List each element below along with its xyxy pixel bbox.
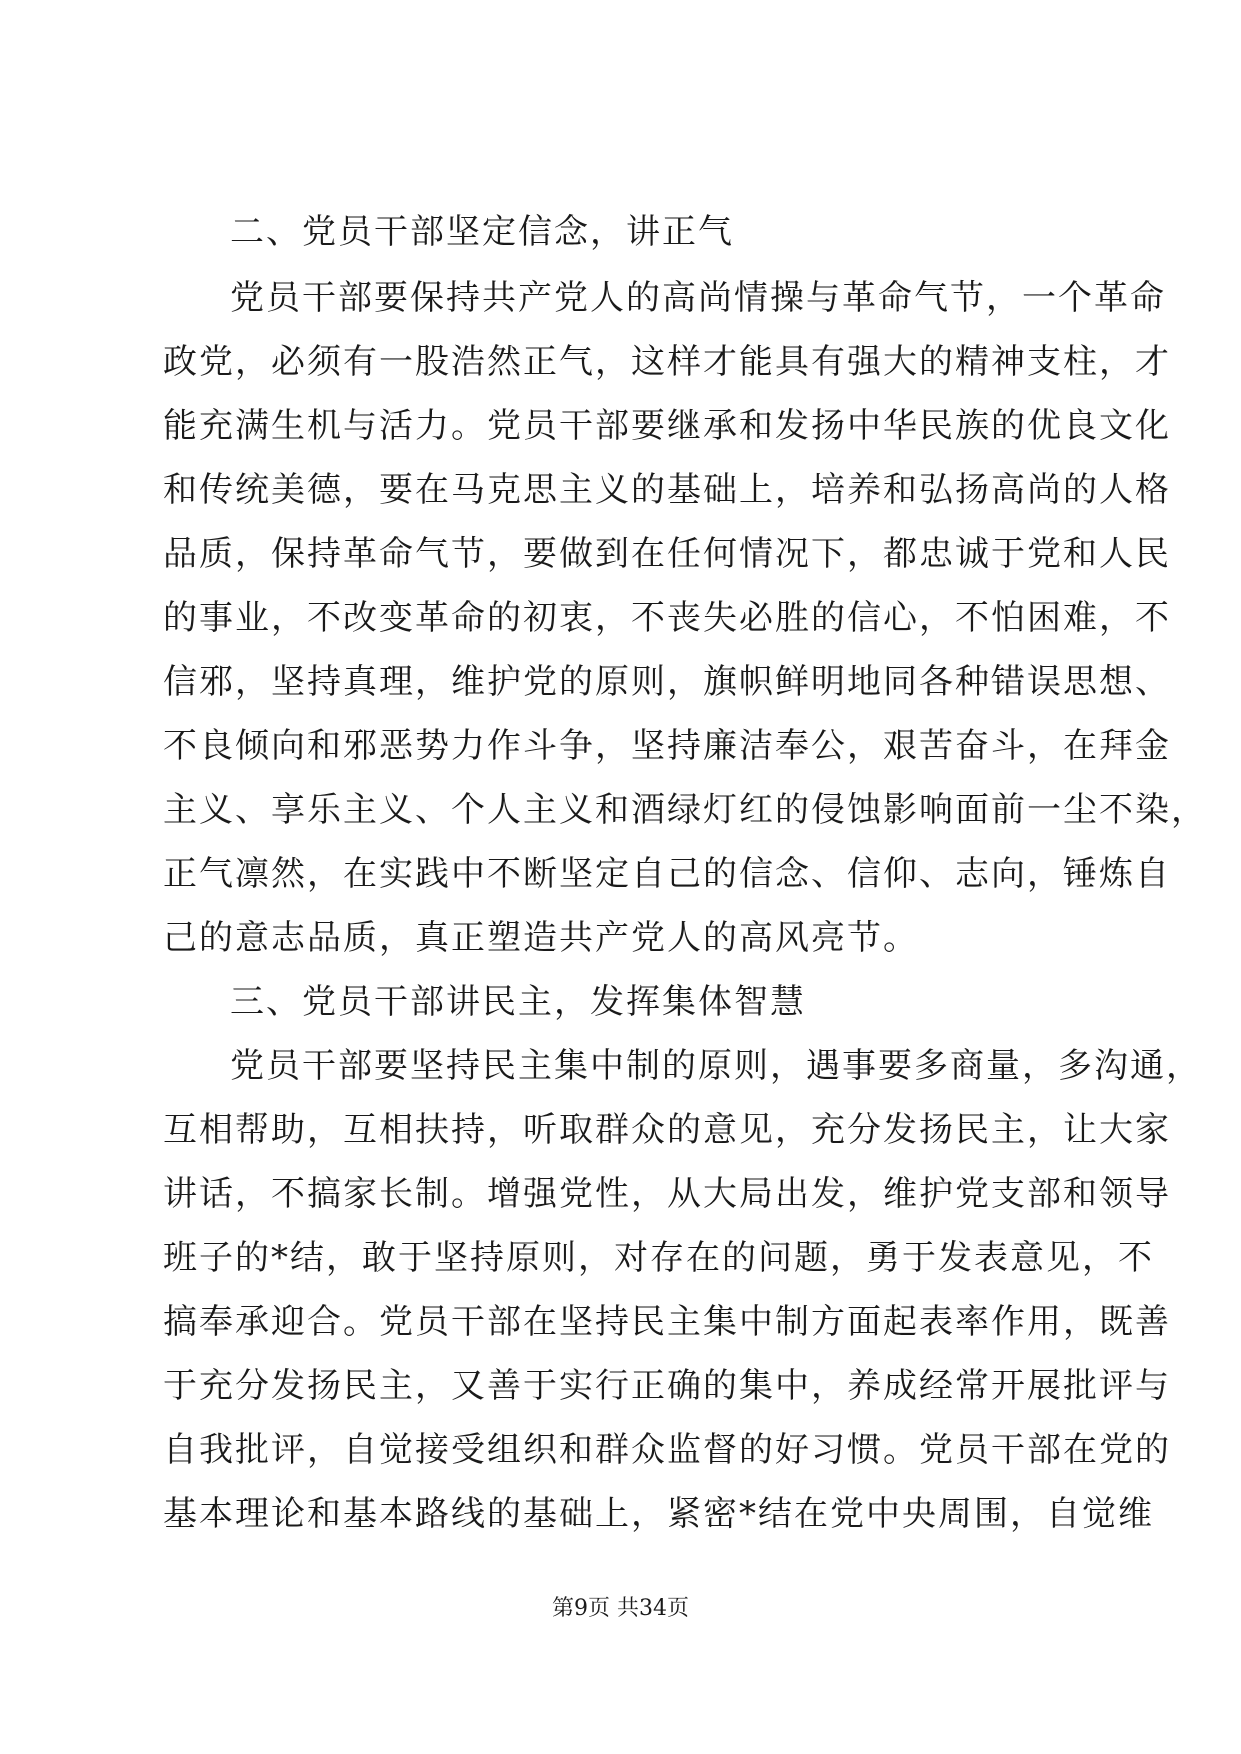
paragraph-line: 品质，保持革命气节，要做到在任何情况下，都忠诚于党和人民: [163, 534, 1171, 574]
paragraph-line: 党员干部要保持共产党人的高尚情操与革命气节，一个革命: [230, 278, 1166, 318]
paragraph-line: 搞奉承迎合。党员干部在坚持民主集中制方面起表率作用，既善: [163, 1302, 1171, 1342]
paragraph-line: 的事业，不改变革命的初衷，不丧失必胜的信心，不怕困难，不: [163, 598, 1171, 638]
section-heading: 三、党员干部讲民主，发挥集体智慧: [230, 982, 806, 1022]
paragraph-line: 基本理论和基本路线的基础上，紧密*结在党中央周围，自觉维: [163, 1494, 1154, 1534]
paragraph-line: 不良倾向和邪恶势力作斗争，坚持廉洁奉公，艰苦奋斗，在拜金: [163, 726, 1171, 766]
page-number-footer: 第9页 共34页: [552, 1596, 689, 1621]
paragraph-line: 互相帮助，互相扶持，听取群众的意见，充分发扬民主，让大家: [163, 1110, 1171, 1150]
paragraph-line: 信邪，坚持真理，维护党的原则，旗帜鲜明地同各种错误思想、: [163, 662, 1171, 702]
paragraph-line: 讲话，不搞家长制。增强党性，从大局出发，维护党支部和领导: [163, 1174, 1171, 1214]
paragraph-line: 己的意志品质，真正塑造共产党人的高风亮节。: [163, 918, 919, 958]
section-heading: 二、党员干部坚定信念，讲正气: [230, 212, 734, 252]
paragraph-line: 主义、享乐主义、个人主义和酒绿灯红的侵蚀影响面前一尘不染，: [163, 790, 1207, 830]
paragraph-line: 能充满生机与活力。党员干部要继承和发扬中华民族的优良文化: [163, 406, 1171, 446]
paragraph-line: 政党，必须有一股浩然正气，这样才能具有强大的精神支柱，才: [163, 342, 1171, 382]
paragraph-line: 班子的*结，敢于坚持原则，对存在的问题，勇于发表意见，不: [163, 1238, 1154, 1278]
paragraph-line: 正气凛然，在实践中不断坚定自己的信念、信仰、志向，锤炼自: [163, 854, 1171, 894]
paragraph-line: 党员干部要坚持民主集中制的原则，遇事要多商量，多沟通，: [230, 1046, 1202, 1086]
paragraph-line: 自我批评，自觉接受组织和群众监督的好习惯。党员干部在党的: [163, 1430, 1171, 1470]
paragraph-line: 和传统美德，要在马克思主义的基础上，培养和弘扬高尚的人格: [163, 470, 1171, 510]
paragraph-line: 于充分发扬民主，又善于实行正确的集中，养成经常开展批评与: [163, 1366, 1171, 1406]
